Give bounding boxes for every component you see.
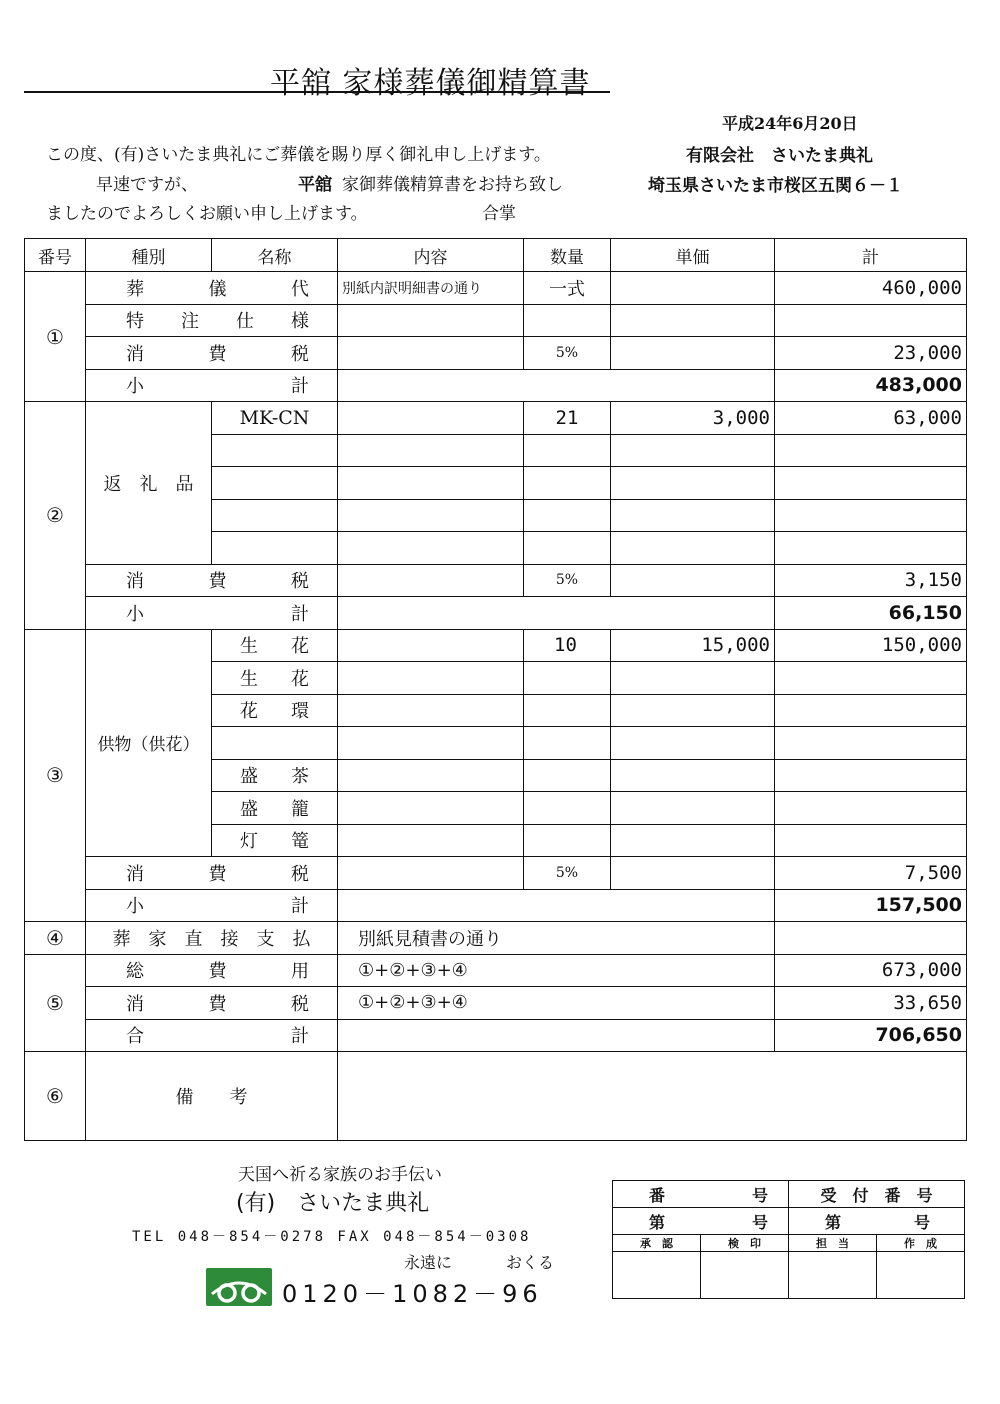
row-total — [775, 434, 967, 467]
page-title: 平舘 家様葬儀御精算書 — [270, 66, 591, 101]
row-content — [338, 304, 524, 337]
stamp-charge-label: 担 当 — [789, 1235, 877, 1252]
row-content — [338, 662, 524, 695]
stamp-author-label: 作 成 — [877, 1235, 965, 1252]
row-qty: 一式 — [524, 272, 611, 305]
row-unit — [611, 824, 775, 857]
row-unit — [611, 662, 775, 695]
settlement-table — [24, 238, 967, 1141]
tax-row — [25, 564, 967, 597]
row-content — [338, 532, 524, 565]
section-number: ⑤ — [25, 954, 86, 1052]
row-name: 灯 篭 — [212, 824, 338, 857]
row-content — [338, 727, 524, 760]
row-total — [775, 824, 967, 857]
row-content — [338, 694, 524, 727]
subtotal-row — [25, 369, 967, 402]
row-content — [338, 759, 524, 792]
row-label: 消 費 税 — [86, 564, 338, 597]
table-header-row — [25, 239, 967, 272]
row-content — [338, 337, 524, 370]
row-name: 生 花 — [212, 629, 338, 662]
table-row — [25, 304, 967, 337]
row-blank — [338, 597, 775, 630]
row-total: 150,000 — [775, 629, 967, 662]
row-total — [775, 694, 967, 727]
stamp-number-field: 第 号 — [613, 1208, 789, 1235]
row-qty — [524, 759, 611, 792]
row-qty — [524, 434, 611, 467]
issuer-address: 埼玉県さいたま市桜区五関６－１ — [648, 176, 903, 196]
row-unit: 15,000 — [611, 629, 775, 662]
row-name — [212, 467, 338, 500]
row-content: ①+②+③+④ — [338, 954, 775, 987]
section-number: ① — [25, 272, 86, 402]
section-number: ④ — [25, 922, 86, 955]
row-label: 備 考 — [86, 1052, 338, 1141]
row-content — [338, 434, 524, 467]
row-blank — [338, 889, 775, 922]
greeting-line-1: この度、(有)さいたま典礼にご葬儀を賜り厚く御礼申し上げます。 — [46, 145, 551, 165]
footer-freedial-number: 0120－1082－96 — [282, 1280, 543, 1308]
row-content — [338, 402, 524, 435]
header-content: 内容 — [338, 239, 524, 272]
row-qty — [524, 727, 611, 760]
row-content — [338, 499, 524, 532]
header-kind: 種別 — [86, 239, 212, 272]
greeting-line-2a: 早速ですが、 — [96, 175, 198, 195]
header-total: 計 — [775, 239, 967, 272]
remarks-row — [25, 1052, 967, 1141]
row-label: 小 計 — [86, 597, 338, 630]
row-total — [775, 467, 967, 500]
stamp-approve-label: 承 認 — [613, 1235, 701, 1252]
row-content — [338, 792, 524, 825]
header-unit: 単価 — [611, 239, 775, 272]
row-qty — [524, 532, 611, 565]
row-unit — [611, 857, 775, 890]
stamp-seal-box — [701, 1252, 789, 1299]
row-total: 3,150 — [775, 564, 967, 597]
row-label: 消 費 税 — [86, 857, 338, 890]
row-total — [775, 759, 967, 792]
stamp-receipt-field: 第 号 — [789, 1208, 965, 1235]
row-unit — [611, 434, 775, 467]
table-row — [25, 272, 967, 305]
row-content: ①+②+③+④ — [338, 987, 775, 1020]
row-unit — [611, 304, 775, 337]
row-content — [338, 857, 524, 890]
row-unit — [611, 792, 775, 825]
table-row — [25, 402, 967, 435]
subtotal-row — [25, 597, 967, 630]
footer-tagline: 天国へ祈る家族のお手伝い — [238, 1165, 442, 1185]
row-name: 花 環 — [212, 694, 338, 727]
greeting-family-name: 平舘 — [298, 175, 332, 195]
issue-date: 平成24年6月20日 — [722, 114, 858, 133]
row-unit — [611, 532, 775, 565]
footer-slogan-a: 永遠に — [404, 1253, 453, 1272]
row-content — [338, 629, 524, 662]
header-qty: 数量 — [524, 239, 611, 272]
greeting-line-3: ましたのでよろしくお願い申し上げます。 — [46, 204, 368, 224]
row-qty — [524, 792, 611, 825]
row-qty: 10 — [524, 629, 611, 662]
row-label: 葬 家 直 接 支 払 — [86, 922, 338, 955]
row-total — [775, 532, 967, 565]
row-qty: 5% — [524, 857, 611, 890]
row-qty: 5% — [524, 564, 611, 597]
greeting-line-2c: 家御葬儀精算書をお持ち致し — [342, 175, 563, 195]
row-name: 生 花 — [212, 662, 338, 695]
row-blank — [338, 1019, 775, 1052]
stamp-table — [612, 1180, 965, 1299]
stamp-charge-box — [789, 1252, 877, 1299]
row-total — [775, 922, 967, 955]
row-unit — [611, 467, 775, 500]
row-qty — [524, 662, 611, 695]
table-row — [25, 922, 967, 955]
row-total — [775, 499, 967, 532]
row-total: 33,650 — [775, 987, 967, 1020]
remarks-field — [338, 1052, 967, 1141]
row-unit — [611, 499, 775, 532]
stamp-seal-label: 検 印 — [701, 1235, 789, 1252]
row-qty — [524, 467, 611, 500]
row-name — [212, 499, 338, 532]
row-unit — [611, 272, 775, 305]
table-row — [25, 337, 967, 370]
tax-row — [25, 857, 967, 890]
stamp-approve-box — [613, 1252, 701, 1299]
title-underline — [24, 91, 610, 93]
row-total: 63,000 — [775, 402, 967, 435]
row-total: 66,150 — [775, 597, 967, 630]
row-label: 小 計 — [86, 369, 338, 402]
row-content: 別紙内訳明細書の通り — [338, 272, 524, 305]
row-qty: 5% — [524, 337, 611, 370]
row-total: 673,000 — [775, 954, 967, 987]
row-name — [212, 434, 338, 467]
freedial-logo-icon — [206, 1268, 272, 1306]
row-total: 460,000 — [775, 272, 967, 305]
stamp-number-label: 番 号 — [613, 1181, 789, 1208]
row-content: 別紙見積書の通り — [338, 922, 775, 955]
row-unit — [611, 564, 775, 597]
row-unit — [611, 694, 775, 727]
row-total: 483,000 — [775, 369, 967, 402]
footer-tel-fax: TEL 048－854－0278 FAX 048－854－0308 — [132, 1229, 532, 1245]
row-unit — [611, 727, 775, 760]
row-total: 157,500 — [775, 889, 967, 922]
row-name: 盛 籠 — [212, 792, 338, 825]
row-total — [775, 662, 967, 695]
header-no: 番号 — [25, 239, 86, 272]
row-label: 合 計 — [86, 1019, 338, 1052]
subtotal-row — [25, 889, 967, 922]
row-unit — [611, 337, 775, 370]
section-number: ⑥ — [25, 1052, 86, 1141]
row-label: 小 計 — [86, 889, 338, 922]
row-name: 盛 茶 — [212, 759, 338, 792]
row-label: 総 費 用 — [86, 954, 338, 987]
table-row — [25, 987, 967, 1020]
row-kind: 供物（供花） — [86, 629, 212, 857]
section-number: ② — [25, 402, 86, 630]
row-total: 7,500 — [775, 857, 967, 890]
header-name: 名称 — [212, 239, 338, 272]
table-row — [25, 954, 967, 987]
row-blank — [338, 369, 775, 402]
greeting-closing: 合掌 — [482, 204, 516, 224]
row-label: 特 注 仕 様 — [86, 304, 338, 337]
row-content — [338, 824, 524, 857]
row-content — [338, 467, 524, 500]
row-name — [212, 727, 338, 760]
stamp-author-box — [877, 1252, 965, 1299]
row-qty — [524, 824, 611, 857]
row-name: MK-CN — [212, 402, 338, 435]
row-label: 消 費 税 — [86, 337, 338, 370]
row-qty — [524, 499, 611, 532]
row-kind: 返 礼 品 — [86, 402, 212, 565]
grand-total-row — [25, 1019, 967, 1052]
footer-company: (有) さいたま典礼 — [236, 1191, 430, 1216]
row-total — [775, 727, 967, 760]
row-label: 消 費 税 — [86, 987, 338, 1020]
row-total: 23,000 — [775, 337, 967, 370]
section-number: ③ — [25, 629, 86, 922]
stamp-receipt-label: 受 付 番 号 — [789, 1181, 965, 1208]
row-total — [775, 792, 967, 825]
footer-slogan-b: おくる — [506, 1253, 555, 1272]
row-total: 706,650 — [775, 1019, 967, 1052]
issuer-company: 有限会社 さいたま典礼 — [686, 146, 873, 166]
row-total — [775, 304, 967, 337]
row-unit — [611, 759, 775, 792]
row-label: 葬 儀 代 — [86, 272, 338, 305]
row-qty — [524, 694, 611, 727]
row-name — [212, 532, 338, 565]
row-content — [338, 564, 524, 597]
row-qty — [524, 304, 611, 337]
table-row — [25, 629, 967, 662]
row-qty: 21 — [524, 402, 611, 435]
row-unit: 3,000 — [611, 402, 775, 435]
